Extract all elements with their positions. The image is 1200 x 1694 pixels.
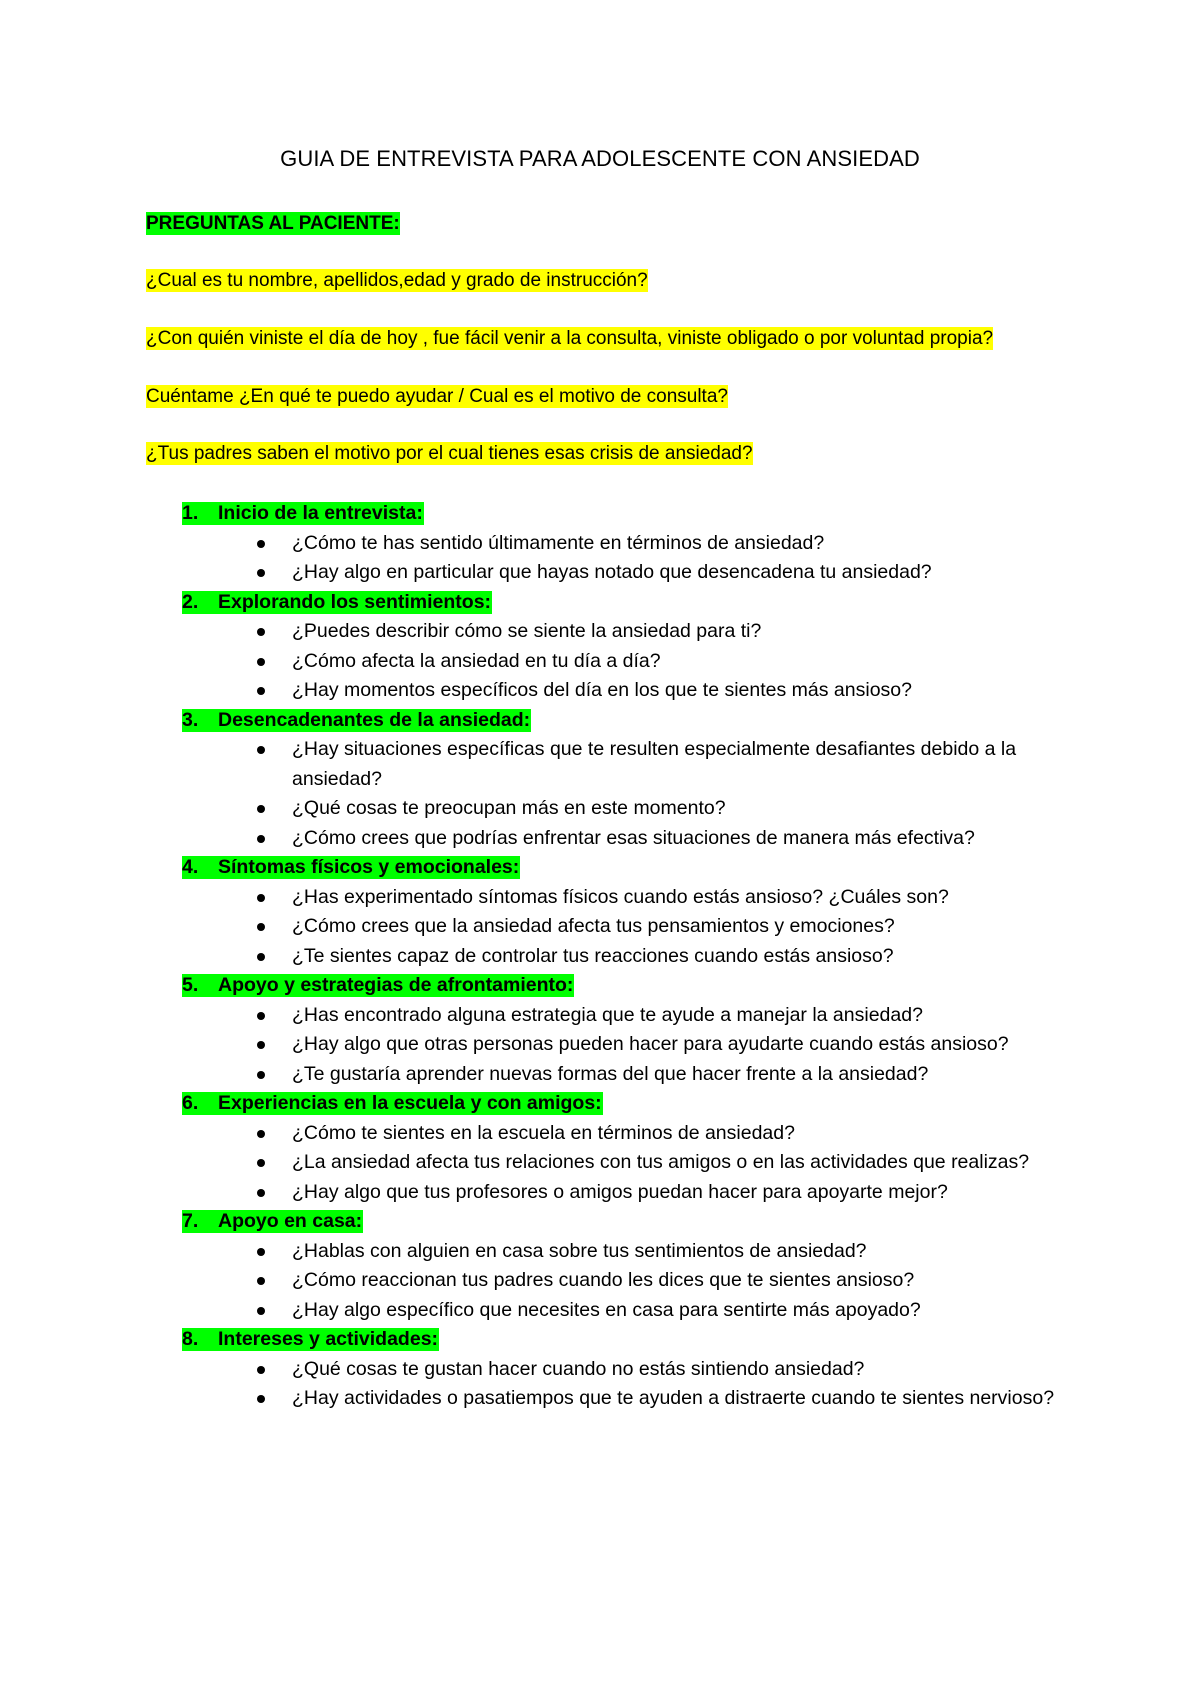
question-text: ¿La ansiedad afecta tus relaciones con tus amigos o en las actividades que realizas? [292, 1151, 1030, 1173]
topic-heading-text: Apoyo y estrategias de afrontamiento: [218, 974, 574, 996]
topic-heading-text: Intereses y actividades: [218, 1328, 439, 1350]
question-text: ¿Hay algo en particular que hayas notado que desencadena tu ansiedad? [292, 561, 932, 583]
topic-heading-highlight [182, 1210, 363, 1233]
bullet-icon [257, 1277, 265, 1285]
bullet-icon [257, 1307, 265, 1315]
topic-number: 1. [182, 502, 199, 524]
question-text: ¿Qué cosas te gustan hacer cuando no estás sintiendo ansiedad? [292, 1357, 865, 1380]
bullet-icon [257, 1395, 265, 1403]
topic-heading-highlight [182, 1092, 603, 1115]
list-item [0, 883, 1200, 913]
topic-heading [0, 499, 1200, 529]
topic-heading [0, 971, 1200, 1001]
question-text: ¿Qué cosas te preocupan más en este momento? [292, 797, 726, 819]
topic-heading [0, 1089, 1200, 1119]
question-text: ¿Cómo crees que podrías enfrentar esas situaciones de manera más efectiva? [292, 826, 975, 849]
list-item [0, 1296, 1200, 1326]
question-text: ¿Hay situaciones específicas que te resulten especialmente desafiantes debido a la ansiedad? [292, 738, 1017, 790]
bullet-icon [257, 923, 265, 931]
list-item [0, 794, 1200, 824]
question-text: ¿Has encontrado alguna estrategia que te ayude a manejar la ansiedad? [292, 1003, 923, 1026]
topic-heading-text: Desencadenantes de la ansiedad: [218, 708, 531, 731]
bullet-icon [257, 1366, 265, 1374]
list-item [0, 912, 1200, 942]
bullet-icon [257, 835, 265, 843]
topic-heading-highlight [182, 856, 520, 879]
bullet-icon [257, 540, 265, 548]
list-item [0, 1178, 1200, 1208]
bullet-icon [257, 1041, 265, 1049]
list-item [0, 942, 1200, 972]
topic-heading-text: Síntomas físicos y emocionales: [218, 856, 520, 878]
list-item [0, 1001, 1200, 1031]
list-item [0, 1060, 1200, 1090]
bullet-icon [257, 1159, 265, 1167]
list-item [0, 1119, 1200, 1149]
question-text: ¿Hay algo que tus profesores o amigos puedan hacer para apoyarte mejor? [292, 1180, 948, 1203]
bullet-icon [257, 1130, 265, 1138]
list-item [0, 558, 1200, 588]
topic-heading-highlight [182, 591, 492, 614]
topic-number: 5. [182, 974, 199, 996]
bullet-icon [257, 805, 265, 813]
list-item [0, 676, 1200, 706]
interview-outline [0, 499, 1200, 1414]
intro-question: ¿Tus padres saben el motivo por el cual tienes esas crisis de ansiedad? [146, 443, 753, 464]
question-text: ¿Has experimentado síntomas físicos cuando estás ansioso? ¿Cuáles son? [292, 885, 949, 908]
topic-heading-highlight [182, 709, 531, 732]
bullet-icon [257, 746, 265, 754]
question-text: ¿Hay momentos específicos del día en los que te sientes más ansioso? [292, 679, 912, 701]
topic-number: 2. [182, 590, 199, 613]
question-text: ¿Te gustaría aprender nuevas formas del que hacer frente a la ansiedad? [292, 1062, 929, 1085]
topic-heading [0, 1207, 1200, 1237]
topic-heading-text: Inicio de la entrevista: [218, 502, 423, 524]
topic-heading [0, 853, 1200, 883]
question-text: ¿Cómo reaccionan tus padres cuando les dices que te sientes ansioso? [292, 1269, 915, 1291]
question-text: ¿Hay algo específico que necesites en casa para sentirte más apoyado? [292, 1298, 921, 1321]
bullet-icon [257, 1071, 265, 1079]
topic-heading-highlight [182, 974, 574, 997]
bullet-icon [257, 628, 265, 636]
question-text: ¿Hablas con alguien en casa sobre tus sentimientos de ansiedad? [292, 1239, 867, 1262]
list-item [0, 529, 1200, 559]
list-item [0, 1237, 1200, 1267]
topic-heading-highlight [182, 1328, 439, 1351]
question-text: ¿Hay actividades o pasatiempos que te ayuden a distraerte cuando te sientes nervioso? [292, 1387, 1055, 1409]
topic-heading-text: Apoyo en casa: [218, 1210, 363, 1232]
topic-number: 7. [182, 1210, 199, 1232]
topic-heading-text: Explorando los sentimientos: [218, 590, 492, 613]
list-item [0, 1148, 1200, 1178]
topic-number: 3. [182, 708, 199, 731]
list-item [0, 1355, 1200, 1385]
topic-heading [0, 588, 1200, 618]
intro-question: ¿Con quién viniste el día de hoy , fue fácil venir a la consulta, viniste obligado o por voluntad propia? [146, 328, 994, 349]
question-text: ¿Hay algo que otras personas pueden hacer para ayudarte cuando estás ansioso? [292, 1033, 1009, 1055]
topic-number: 8. [182, 1328, 199, 1350]
document-title: GUIA DE ENTREVISTA PARA ADOLESCENTE CON ANSIEDAD [280, 146, 920, 171]
bullet-icon [257, 953, 265, 961]
topic-number: 6. [182, 1092, 199, 1114]
topic-number: 4. [182, 856, 199, 878]
list-item [0, 824, 1200, 854]
question-text: ¿Cómo afecta la ansiedad en tu día a día? [292, 649, 661, 672]
bullet-icon [257, 1012, 265, 1020]
list-item [0, 1030, 1200, 1060]
list-item [0, 1384, 1200, 1414]
question-text: ¿Puedes describir cómo se siente la ansiedad para ti? [292, 620, 762, 642]
intro-question: Cuéntame ¿En qué te puedo ayudar / Cual es el motivo de consulta? [146, 386, 728, 407]
bullet-icon [257, 569, 265, 577]
question-text: ¿Te sientes capaz de controlar tus reacciones cuando estás ansioso? [292, 944, 894, 967]
bullet-icon [257, 1248, 265, 1256]
list-item [0, 1266, 1200, 1296]
topic-heading-highlight [182, 502, 424, 525]
topic-heading [0, 706, 1200, 736]
list-item [0, 735, 1200, 794]
question-text: ¿Cómo te has sentido últimamente en términos de ansiedad? [292, 531, 825, 554]
question-text: ¿Cómo crees que la ansiedad afecta tus pensamientos y emociones? [292, 915, 895, 937]
topic-heading [0, 1325, 1200, 1355]
topic-heading-text: Experiencias en la escuela y con amigos: [218, 1092, 602, 1114]
list-item [0, 617, 1200, 647]
bullet-icon [257, 894, 265, 902]
intro-question: ¿Cual es tu nombre, apellidos,edad y grado de instrucción? [146, 270, 648, 291]
section-label-patient-questions: PREGUNTAS AL PACIENTE: [146, 213, 400, 234]
list-item [0, 647, 1200, 677]
bullet-icon [257, 658, 265, 666]
question-text: ¿Cómo te sientes en la escuela en términos de ansiedad? [292, 1121, 795, 1144]
bullet-icon [257, 687, 265, 695]
bullet-icon [257, 1189, 265, 1197]
